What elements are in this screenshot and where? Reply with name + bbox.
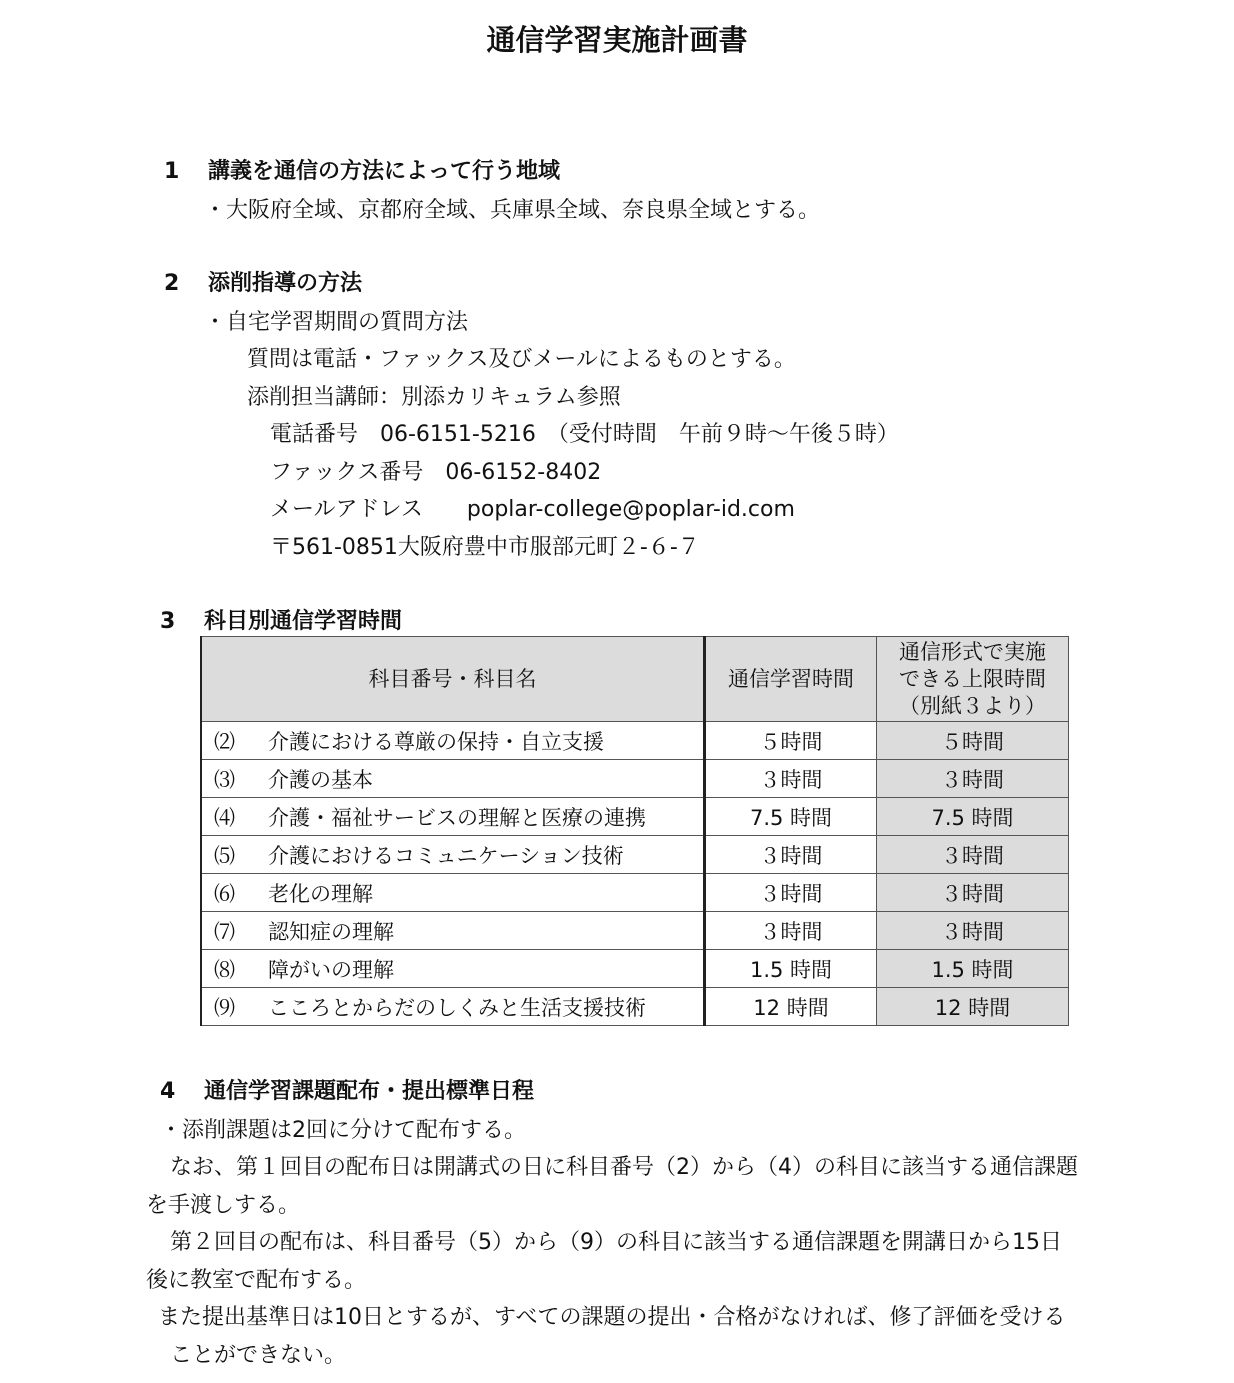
subject-cell [201, 912, 705, 950]
limit-hours-cell: ３時間 [877, 836, 1069, 874]
table-row [201, 760, 1069, 798]
section3-number: 3 [160, 609, 176, 634]
table-row [201, 836, 1069, 874]
subject-index: ⑸ [214, 843, 235, 868]
section1-bullet: ・大阪府全域、京都府全域、兵庫県全域、奈良県全域とする。 [204, 198, 821, 223]
section2-number: 2 [164, 271, 180, 296]
section4-bullet: ・添削課題は2回に分けて配布する。 [160, 1118, 526, 1143]
study-hours-cell: ３時間 [705, 874, 877, 912]
subject-cell [201, 836, 705, 874]
study-hours-cell: 12 時間 [705, 988, 877, 1026]
document-title: 通信学習実施計画書 [486, 23, 748, 57]
section1-heading [164, 154, 560, 185]
study-hours-cell: 7.5 時間 [705, 798, 877, 836]
section1-number: 1 [164, 159, 180, 184]
subject-name: 介護の基本 [268, 767, 373, 792]
section3-title: 科目別通信学習時間 [204, 609, 403, 634]
subject-hours-table [200, 636, 1069, 1026]
header-limit-line: 通信形式で実施 [899, 639, 1046, 664]
section2-fax: ファックス番号 06-6152-8402 [270, 460, 602, 485]
subject-cell [201, 950, 705, 988]
header-subject: 科目番号・科目名 [201, 637, 705, 722]
header-study-hours: 通信学習時間 [705, 637, 877, 722]
section2-heading [164, 266, 362, 297]
subject-cell [201, 988, 705, 1026]
subject-index: ⑹ [214, 881, 235, 906]
study-hours-cell: ５時間 [705, 722, 877, 760]
subject-name: 認知症の理解 [268, 919, 394, 944]
subject-cell [201, 760, 705, 798]
subject-name: 介護・福祉サービスの理解と医療の連携 [268, 805, 646, 830]
section3-heading [160, 604, 402, 635]
section4-number: 4 [160, 1079, 176, 1104]
table-row [201, 988, 1069, 1026]
limit-hours-cell: 7.5 時間 [877, 798, 1069, 836]
section4-para1-line2: を手渡しする。 [146, 1193, 301, 1218]
limit-hours-cell: ３時間 [877, 874, 1069, 912]
subject-index: ⑺ [214, 919, 235, 944]
header-limit-hours [877, 637, 1069, 722]
subject-index: ⑶ [214, 767, 235, 792]
study-hours-cell: ３時間 [705, 912, 877, 950]
section4-para3-line1: また提出基準日は10日とするが、すべての課題の提出・合格がなければ、修了評価を受ける [158, 1305, 1066, 1330]
section2-phone: 電話番号 06-6151-5216 （受付時間 午前９時～午後５時） [270, 422, 899, 447]
section4-para2-line2: 後に教室で配布する。 [146, 1268, 367, 1293]
subject-index: ⑼ [214, 995, 235, 1020]
study-hours-cell: ３時間 [705, 836, 877, 874]
subject-cell [201, 874, 705, 912]
table-row [201, 874, 1069, 912]
section2-email: メールアドレス poplar-college@poplar-id.com [270, 497, 795, 522]
limit-hours-cell: ３時間 [877, 912, 1069, 950]
header-limit-line: できる上限時間 [899, 666, 1046, 691]
subject-index: ⑷ [214, 805, 235, 830]
section4-para1-line1: なお、第１回目の配布日は開講式の日に科目番号（2）から（4）の科目に該当する通信課題 [170, 1155, 1078, 1180]
header-limit-line: （別紙３より） [899, 693, 1046, 718]
subject-cell [201, 798, 705, 836]
subject-name: 障がいの理解 [268, 957, 394, 982]
study-hours-cell: 1.5 時間 [705, 950, 877, 988]
limit-hours-cell: 12 時間 [877, 988, 1069, 1026]
subject-name: 介護におけるコミュニケーション技術 [268, 843, 624, 868]
section1-title: 講義を通信の方法によって行う地域 [208, 159, 561, 184]
limit-hours-cell: ３時間 [877, 760, 1069, 798]
section2-question-method: 質問は電話・ファックス及びメールによるものとする。 [247, 347, 796, 372]
section4-para3-line2: ことができない。 [170, 1343, 347, 1368]
study-hours-cell: ３時間 [705, 760, 877, 798]
table-row [201, 912, 1069, 950]
table-header-row [201, 637, 1069, 722]
subject-cell [201, 722, 705, 760]
section2-instructor: 添削担当講師：別添カリキュラム参照 [247, 385, 621, 410]
table-row [201, 798, 1069, 836]
section2-title: 添削指導の方法 [208, 271, 363, 296]
section2-address: 〒561-0851大阪府豊中市服部元町２-６-７ [270, 535, 700, 560]
section2-bullet: ・自宅学習期間の質問方法 [204, 310, 469, 335]
subject-index: ⑵ [214, 729, 235, 754]
subject-name: 介護における尊厳の保持・自立支援 [268, 729, 604, 754]
section4-para2-line1: 第２回目の配布は、科目番号（5）から（9）の科目に該当する通信課題を開講日から15日 [170, 1230, 1062, 1255]
subject-index: ⑻ [214, 957, 235, 982]
subject-name: 老化の理解 [268, 881, 373, 906]
subject-name: こころとからだのしくみと生活支援技術 [268, 995, 646, 1020]
table-row [201, 722, 1069, 760]
limit-hours-cell: 1.5 時間 [877, 950, 1069, 988]
limit-hours-cell: ５時間 [877, 722, 1069, 760]
section4-heading [160, 1074, 534, 1105]
section4-title: 通信学習課題配布・提出標準日程 [204, 1079, 535, 1104]
table-row [201, 950, 1069, 988]
